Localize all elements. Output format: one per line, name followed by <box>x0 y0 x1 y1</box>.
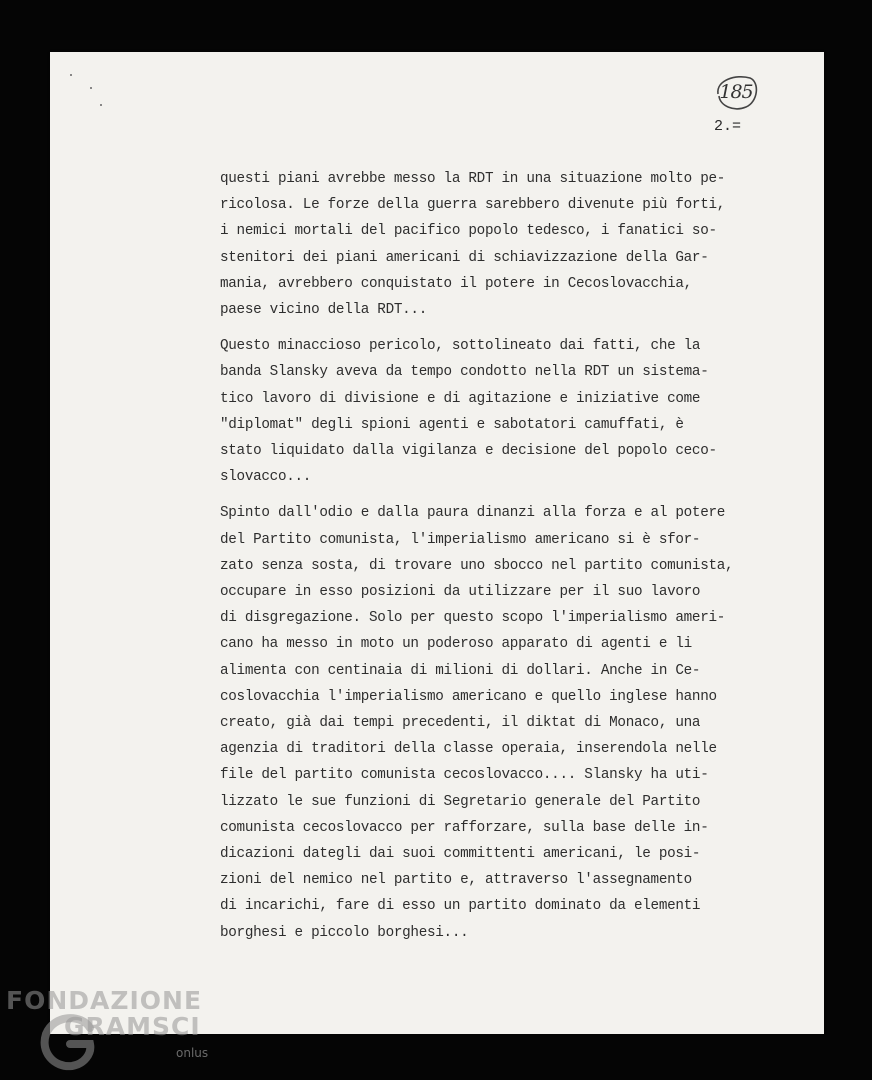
text-line: zioni del nemico nel partito e, attraverso l'assegnamento <box>220 872 692 889</box>
speck <box>90 87 92 89</box>
text-line: stato liquidato dalla vigilanza e decisione del popolo ceco- <box>220 443 717 460</box>
watermark-suffix: onlus <box>176 1046 209 1060</box>
text-line: questi piani avrebbe messo la RDT in una situazione molto pe- <box>220 171 726 187</box>
text-line: creato, già dai tempi precedenti, il diktat di Monaco, una <box>220 715 701 732</box>
text-line: occupare in esso posizioni da utilizzare per il suo lavoro <box>220 584 701 601</box>
text-line: "diplomat" degli spioni agenti e sabotatori camuffati, è <box>220 416 684 433</box>
text-line: paese vicino della RDT... <box>220 302 427 319</box>
page-number: 2.= <box>714 118 742 135</box>
text-line: coslovacchia l'imperialismo americano e quello inglese hanno <box>220 688 717 705</box>
fondazione-gramsci-watermark <box>6 986 226 1076</box>
paragraph <box>220 166 790 323</box>
document-page <box>50 52 824 1034</box>
text-line: i nemici mortali del pacifico popolo tedesco, i fanatici so- <box>220 223 717 240</box>
text-line: slovacco... <box>220 469 312 486</box>
text-line: di disgregazione. Solo per questo scopo l'imperialismo ameri- <box>220 610 726 627</box>
paragraph <box>220 500 790 945</box>
archive-stamp <box>712 72 760 112</box>
text-line: borghesi e piccolo borghesi... <box>220 924 469 941</box>
text-line: mania, avrebbero conquistato il potere in Cecoslovacchia, <box>220 275 692 292</box>
text-line: ricolosa. Le forze della guerra sarebbero divenute più forti, <box>220 197 726 214</box>
text-line: file del partito comunista cecoslovacco.... Slansky ha uti- <box>220 767 709 784</box>
text-line: del Partito comunista, l'imperialismo americano si è sfor- <box>220 531 701 548</box>
document-body <box>220 166 790 956</box>
text-line: cano ha messo in moto un poderoso apparato di agenti e li <box>220 636 692 653</box>
paragraph <box>220 333 790 490</box>
stamp-number: 185 <box>719 81 753 103</box>
text-line: alimenta con centinaia di milioni di dollari. Anche in Ce- <box>220 662 701 679</box>
text-line: di incarichi, fare di esso un partito dominato da elementi <box>220 898 701 915</box>
text-line: comunista cecoslovacco per rafforzare, sulla base delle in- <box>220 819 709 836</box>
text-line: tico lavoro di divisione e di agitazione e iniziative come <box>220 390 701 407</box>
speck <box>70 74 72 76</box>
text-line: stenitori dei piani americani di schiavizzazione della Gar- <box>220 249 709 266</box>
watermark-line2: GRAMSCI <box>64 1012 201 1041</box>
text-line: Questo minaccioso pericolo, sottolineato dai fatti, che la <box>220 338 701 355</box>
text-line: agenzia di traditori della classe operaia, inserendola nelle <box>220 741 717 758</box>
text-line: banda Slansky aveva da tempo condotto nella RDT un sistema- <box>220 364 709 381</box>
speck <box>100 104 102 106</box>
watermark-line1: FONDAZIONE <box>6 986 203 1015</box>
text-line: dicazioni dategli dai suoi committenti americani, le posi- <box>220 846 701 863</box>
text-line: lizzato le sue funzioni di Segretario generale del Partito <box>220 793 701 810</box>
text-line: Spinto dall'odio e dalla paura dinanzi alla forza e al potere <box>220 505 726 522</box>
text-line: zato senza sosta, di trovare uno sbocco nel partito comunista, <box>220 557 734 574</box>
